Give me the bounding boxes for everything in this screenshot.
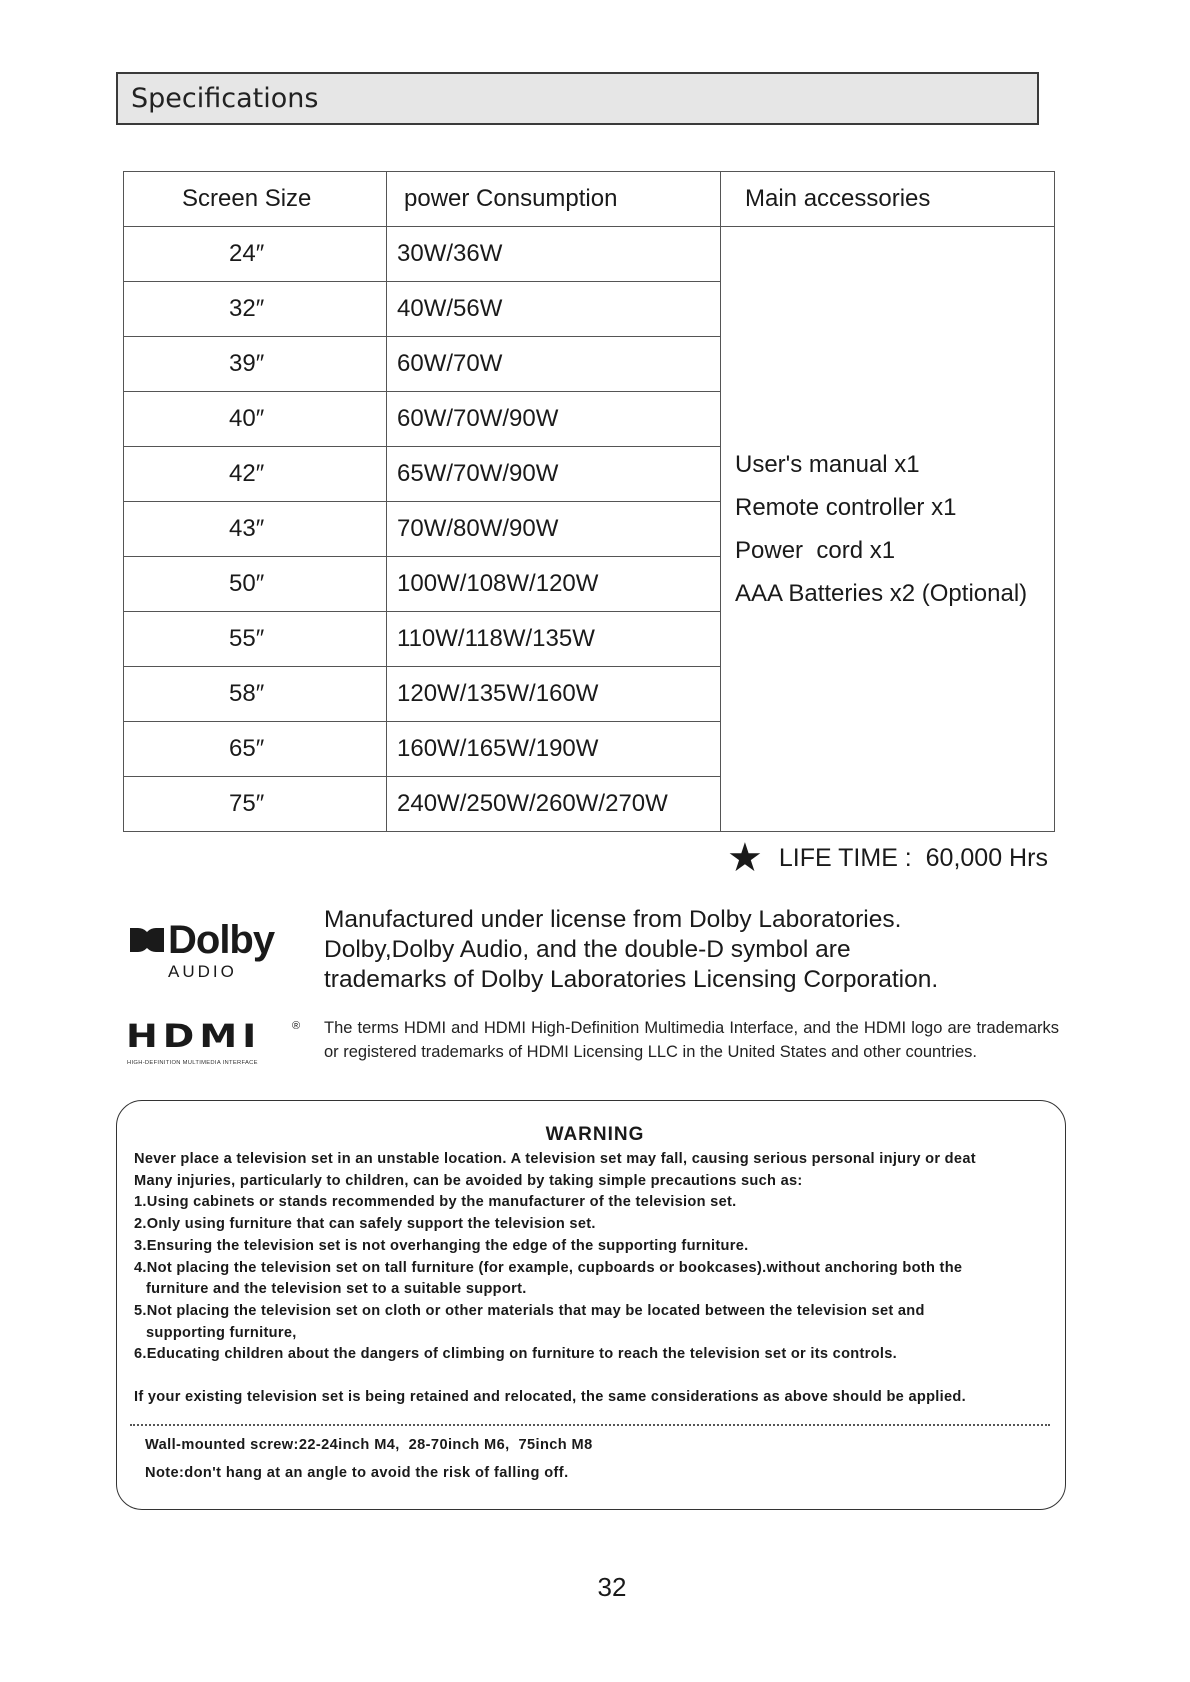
power-cell: 60W/70W [387, 337, 721, 392]
screen-size-cell: 43″ [124, 502, 387, 557]
section-title: Specifications [131, 83, 319, 114]
screen-size-cell: 40″ [124, 392, 387, 447]
screw-spec: Wall-mounted screw:22-24inch M4, 28-70inch M6, 75inch M8 [145, 1437, 593, 1453]
screen-size-cell: 75″ [124, 777, 387, 832]
lifetime-text: LIFE TIME : 60,000 Hrs [778, 843, 1048, 872]
screen-size-cell: 24″ [124, 227, 387, 282]
warning-title: WARNING [545, 1124, 645, 1145]
warning-line: Never place a television set in an unstable location. A television set may fall, causing serious personal injury or deat [134, 1151, 976, 1167]
accessories-cell [721, 227, 1055, 832]
warning-line: 1.Using cabinets or stands recommended by the manufacturer of the television set. [134, 1194, 737, 1211]
warning-line: 6.Educating children about the dangers of climbing on furniture to reach the television set or its controls. [134, 1346, 897, 1363]
power-cell: 40W/56W [387, 282, 721, 337]
hang-note: Note:don't hang at an angle to avoid the risk of falling off. [145, 1465, 569, 1481]
column-header-accessories: Main accessories [721, 172, 1055, 227]
dotted-divider [130, 1424, 1050, 1426]
warning-list [134, 1149, 1054, 1366]
hdmi-wordmark: HDMI [126, 1017, 262, 1055]
screen-size-cell: 65″ [124, 722, 387, 777]
screen-size-cell: 42″ [124, 447, 387, 502]
registered-mark: ® [292, 1020, 301, 1032]
power-cell: 30W/36W [387, 227, 721, 282]
warning-line: 5.Not placing the television set on cloth or other materials that may be located between the television set and [134, 1302, 925, 1319]
dolby-line: trademarks of Dolby Laboratories Licensing Corporation. [324, 966, 939, 993]
power-cell: 70W/80W/90W [387, 502, 721, 557]
retain-note: If your existing television set is being retained and relocated, the same considerations as above should be applied. [134, 1389, 966, 1405]
accessory-item: Power cord x1 [735, 537, 896, 564]
warning-line: supporting furniture, [146, 1324, 297, 1341]
warning-line: Many injuries, particularly to children, can be avoided by taking simple precautions such as: [134, 1172, 803, 1189]
screen-size-cell: 39″ [124, 337, 387, 392]
power-cell: 110W/118W/135W [387, 612, 721, 667]
accessory-item: AAA Batteries x2 (Optional) [735, 580, 1028, 607]
dolby-license-text [324, 905, 1024, 995]
warning-line: furniture and the television set to a suitable support. [146, 1281, 527, 1298]
power-cell: 120W/135W/160W [387, 667, 721, 722]
column-header-power: power Consumption [387, 172, 721, 227]
power-cell: 240W/250W/260W/270W [387, 777, 721, 832]
power-cell: 65W/70W/90W [387, 447, 721, 502]
star-icon: ★ [727, 836, 763, 880]
screen-size-cell: 32″ [124, 282, 387, 337]
section-header [116, 72, 1039, 125]
screen-size-cell: 55″ [124, 612, 387, 667]
column-header-screen-size: Screen Size [124, 172, 387, 227]
power-cell: 100W/108W/120W [387, 557, 721, 612]
dolby-line: Manufactured under license from Dolby Laboratories. [324, 906, 902, 933]
screen-size-cell: 50″ [124, 557, 387, 612]
table-header-row [124, 172, 1055, 227]
power-cell: 160W/165W/190W [387, 722, 721, 777]
warning-line: 3.Ensuring the television set is not overhanging the edge of the supporting furniture. [134, 1237, 749, 1254]
hdmi-subtitle: HIGH-DEFINITION MULTIMEDIA INTERFACE [127, 1060, 258, 1066]
spec-table [123, 171, 1055, 832]
accessory-item: User's manual x1 [735, 451, 920, 478]
dolby-audio-label: AUDIO [168, 962, 237, 981]
lifetime-line [727, 838, 1048, 878]
accessory-item: Remote controller x1 [735, 494, 957, 521]
hdmi-logo [126, 1017, 306, 1070]
power-cell: 60W/70W/90W [387, 392, 721, 447]
dolby-line: Dolby,Dolby Audio, and the double-D symbol are [324, 936, 851, 963]
hdmi-trademark-text: The terms HDMI and HDMI High-Definition Multimedia Interface, and the HDMI logo are trademarks or registered trademarks of HDMI Licensing LLC in the United States and other countries. [324, 1019, 1059, 1061]
dolby-audio-logo [128, 914, 278, 984]
dolby-wordmark: Dolby [168, 918, 275, 962]
warning-line: 4.Not placing the television set on tall furniture (for example, cupboards or bookcases).without anchoring both the [134, 1259, 963, 1276]
warning-line: 2.Only using furniture that can safely support the television set. [134, 1216, 596, 1233]
page-number: 32 [597, 1572, 627, 1602]
table-row [124, 227, 1055, 282]
screen-size-cell: 58″ [124, 667, 387, 722]
